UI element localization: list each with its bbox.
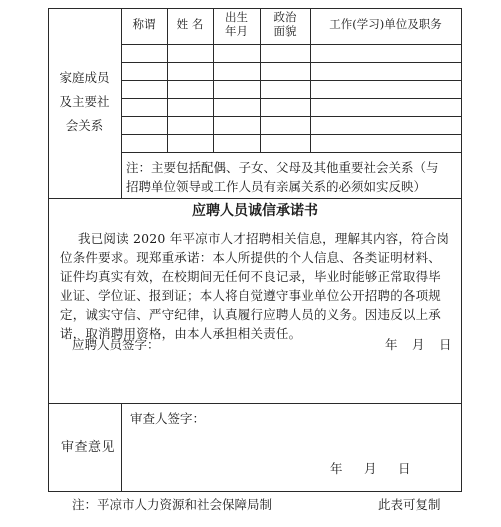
table-border-top [48,8,462,9]
family-cell[interactable] [122,117,167,134]
header-birth-line1: 出生 [225,10,248,24]
family-row-label-line: 及主要社 [59,94,110,109]
family-cell[interactable] [311,63,461,80]
pledge-title: 应聘人员诚信承诺书 [192,203,318,219]
header-politics-line1: 政治 [273,10,297,24]
family-cell[interactable] [122,45,167,62]
family-cell[interactable] [261,135,310,152]
footer-copy-note: 此表可复制 [378,497,441,512]
pledge-line-4: 业证、学位证、报到证；本人将自觉遵守事业单位公开招聘的各项规 [60,288,442,303]
applicant-date-year: 年 [385,337,398,352]
review-label: 审查意见 [61,440,116,455]
family-row-label [48,66,121,138]
header-birth-line2: 年月 [225,24,248,38]
applicant-date-day: 日 [439,337,452,352]
reviewer-signature-label: 审查人签字： [130,411,206,426]
applicant-date-month: 月 [412,337,425,352]
section-divider [48,403,462,404]
family-cell[interactable] [122,99,167,116]
applicant-signature-field[interactable] [163,334,343,354]
family-row-label-line: 家庭成员 [59,70,110,85]
family-cell[interactable] [261,117,310,134]
family-cell[interactable] [261,45,310,62]
family-cell[interactable] [122,81,167,98]
review-date-year: 年 [330,461,343,476]
family-cell[interactable] [261,63,310,80]
family-cell[interactable] [261,81,310,98]
pledge-line-2: 位条件要求。现郑重承诺：本人所提供的个人信息、各类证明材料、 [60,250,442,265]
section-divider [48,198,462,199]
pledge-line-3: 证件均真实有效，在校期间无任何不良记录，毕业时能够正常取得毕 [60,269,442,284]
family-grid-line [121,152,462,153]
family-note-line: 注：主要包括配偶、子女、父母及其他重要社会关系（与 [126,160,439,175]
review-col-line [121,403,122,492]
pledge-line-1: 我已阅读 2020 年平凉市人才招聘相关信息，理解其内容，符合岗 [78,231,450,246]
pledge-line-5: 定，诚实守信、严守纪律，认真履行应聘人员的义务。因违反以上承 [60,307,442,322]
family-row-label-line: 会关系 [65,118,104,133]
family-cell[interactable] [311,45,461,62]
family-cell[interactable] [261,99,310,116]
review-date-day: 日 [398,461,411,476]
family-cell[interactable] [122,135,167,152]
family-cell[interactable] [311,99,461,116]
family-note-line: 招聘单位领导或工作人员有亲属关系的必须如实反映） [126,179,427,194]
family-cell[interactable] [122,63,167,80]
footer-issuer: 注：平凉市人力资源和社会保障局制 [72,497,273,512]
header-politics-line2: 面貌 [273,24,297,38]
family-cell[interactable] [168,99,213,116]
family-cell[interactable] [168,117,213,134]
family-cell[interactable] [168,45,213,62]
reviewer-signature-field[interactable] [206,408,406,428]
family-cell[interactable] [214,81,260,98]
family-cell[interactable] [168,63,213,80]
family-cell[interactable] [214,135,260,152]
family-cell[interactable] [311,135,461,152]
header-birth [213,10,260,38]
review-date-month: 月 [364,461,377,476]
family-cell[interactable] [168,135,213,152]
family-cell[interactable] [168,81,213,98]
family-cell[interactable] [214,45,260,62]
table-border-bottom [48,491,462,492]
applicant-signature-label: 应聘人员签字： [72,337,160,352]
family-cell[interactable] [311,117,461,134]
header-title: 称谓 [132,17,156,31]
family-note [126,158,439,196]
family-cell[interactable] [214,63,260,80]
header-work-unit: 工作(学习)单位及职务 [329,17,442,31]
family-cell[interactable] [214,99,260,116]
family-cell[interactable] [214,117,260,134]
family-cell[interactable] [311,81,461,98]
header-name: 姓 名 [176,17,204,31]
pledge-line-6: 诺，取消聘用资格，由本人承担相关责任。 [60,326,302,341]
header-politics [260,10,310,38]
